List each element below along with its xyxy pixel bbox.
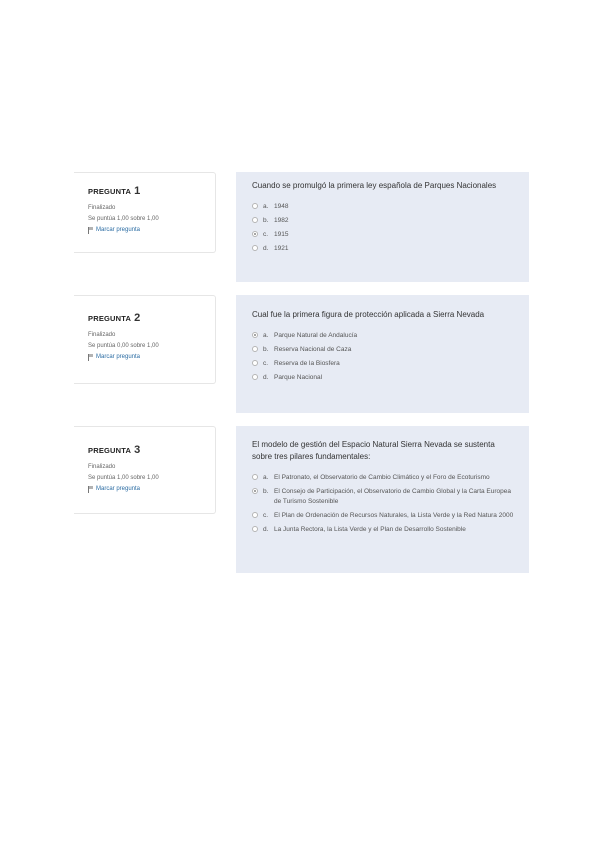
answer-letter: b. — [263, 346, 269, 353]
answer-list — [252, 331, 515, 383]
answer-text: La Junta Rectora, la Lista Verde y el Plan de Desarrollo Sostenible — [274, 526, 466, 533]
answer-option-a[interactable] — [252, 202, 515, 212]
radio-button[interactable] — [252, 512, 258, 518]
answer-option-b[interactable] — [252, 216, 515, 226]
question-info-1 — [74, 172, 216, 253]
answer-text: El Consejo de Participación, el Observatorio de Cambio Global y la Carta Europea de Turismo Sostenible — [274, 488, 512, 505]
answer-option-d[interactable] — [252, 525, 515, 535]
question-number: 1 — [134, 185, 141, 197]
answer-option-d[interactable] — [252, 244, 515, 254]
answer-text: 1948 — [274, 203, 289, 210]
flag-icon — [88, 354, 93, 360]
flag-question-link[interactable] — [88, 227, 215, 233]
question-number: 2 — [134, 312, 141, 324]
question-heading — [88, 181, 215, 199]
answer-letter: d. — [263, 245, 269, 252]
answer-text: El Patronato, el Observatorio de Cambio Climático y el Foro de Ecoturismo — [274, 474, 490, 481]
question-state: Finalizado — [88, 332, 116, 338]
question-state: Finalizado — [88, 205, 116, 211]
answer-option-c[interactable] — [252, 230, 515, 240]
answer-text: 1915 — [274, 231, 289, 238]
question-content-2 — [236, 295, 529, 413]
answer-letter: b. — [263, 217, 269, 224]
answer-letter: a. — [263, 203, 269, 210]
answer-option-b[interactable] — [252, 487, 515, 507]
question-state: Finalizado — [88, 464, 116, 470]
question-grade: Se puntúa 1,00 sobre 1,00 — [88, 216, 159, 222]
answer-text: Parque Nacional — [274, 374, 323, 381]
flag-question-label: Marcar pregunta — [96, 486, 141, 492]
radio-button[interactable] — [252, 474, 258, 480]
question-label: PREGUNTA — [88, 446, 132, 455]
answer-text: 1921 — [274, 245, 289, 252]
answer-option-a[interactable] — [252, 473, 515, 483]
question-grade: Se puntúa 0,00 sobre 1,00 — [88, 343, 159, 349]
answer-text: El Plan de Ordenación de Recursos Naturales, la Lista Verde y la Red Natura 2000 — [274, 512, 514, 519]
radio-button[interactable] — [252, 217, 258, 223]
radio-button[interactable] — [252, 360, 258, 366]
answer-option-d[interactable] — [252, 373, 515, 383]
answer-letter: d. — [263, 526, 269, 533]
answer-text: Reserva de la Biosfera — [274, 360, 340, 367]
question-heading — [88, 440, 215, 458]
question-heading — [88, 308, 215, 326]
flag-question-label: Marcar pregunta — [96, 354, 141, 360]
answer-option-c[interactable] — [252, 359, 515, 369]
answer-option-c[interactable] — [252, 511, 515, 521]
answer-option-b[interactable] — [252, 345, 515, 355]
question-info-2 — [74, 295, 216, 384]
radio-button-selected[interactable] — [252, 488, 258, 494]
question-label: PREGUNTA — [88, 314, 132, 323]
question-grade: Se puntúa 1,00 sobre 1,00 — [88, 475, 159, 481]
flag-question-link[interactable] — [88, 486, 215, 492]
flag-icon — [88, 227, 93, 233]
flag-question-link[interactable] — [88, 354, 215, 360]
answer-letter: d. — [263, 374, 269, 381]
question-label: PREGUNTA — [88, 187, 132, 196]
answer-text: 1982 — [274, 217, 289, 224]
radio-button-selected[interactable] — [252, 231, 258, 237]
radio-button[interactable] — [252, 374, 258, 380]
question-content-1 — [236, 172, 529, 282]
question-text: Cuando se promulgó la primera ley española de Parques Nacionales — [252, 181, 497, 190]
radio-button-selected[interactable] — [252, 332, 258, 338]
answer-letter: a. — [263, 474, 269, 481]
question-text: El modelo de gestión del Espacio Natural Sierra Nevada se sustenta sobre tres pilares fundamentales: — [252, 440, 495, 461]
flag-icon — [88, 486, 93, 492]
answer-letter: a. — [263, 332, 269, 339]
answer-letter: c. — [263, 360, 269, 367]
answer-option-a[interactable] — [252, 331, 515, 341]
radio-button[interactable] — [252, 203, 258, 209]
answer-letter: b. — [263, 488, 269, 495]
radio-button[interactable] — [252, 346, 258, 352]
answer-list — [252, 473, 515, 535]
answer-text: Reserva Nacional de Caza — [274, 346, 352, 353]
answer-text: Parque Natural de Andalucía — [274, 332, 358, 339]
radio-button[interactable] — [252, 245, 258, 251]
question-text: Cual fue la primera figura de protección aplicada a Sierra Nevada — [252, 310, 485, 319]
flag-question-label: Marcar pregunta — [96, 227, 141, 233]
question-number: 3 — [134, 444, 141, 456]
answer-letter: c. — [263, 512, 269, 519]
answer-letter: c. — [263, 231, 269, 238]
answer-list — [252, 202, 515, 254]
question-info-3 — [74, 426, 216, 514]
question-content-3 — [236, 426, 529, 573]
radio-button[interactable] — [252, 526, 258, 532]
